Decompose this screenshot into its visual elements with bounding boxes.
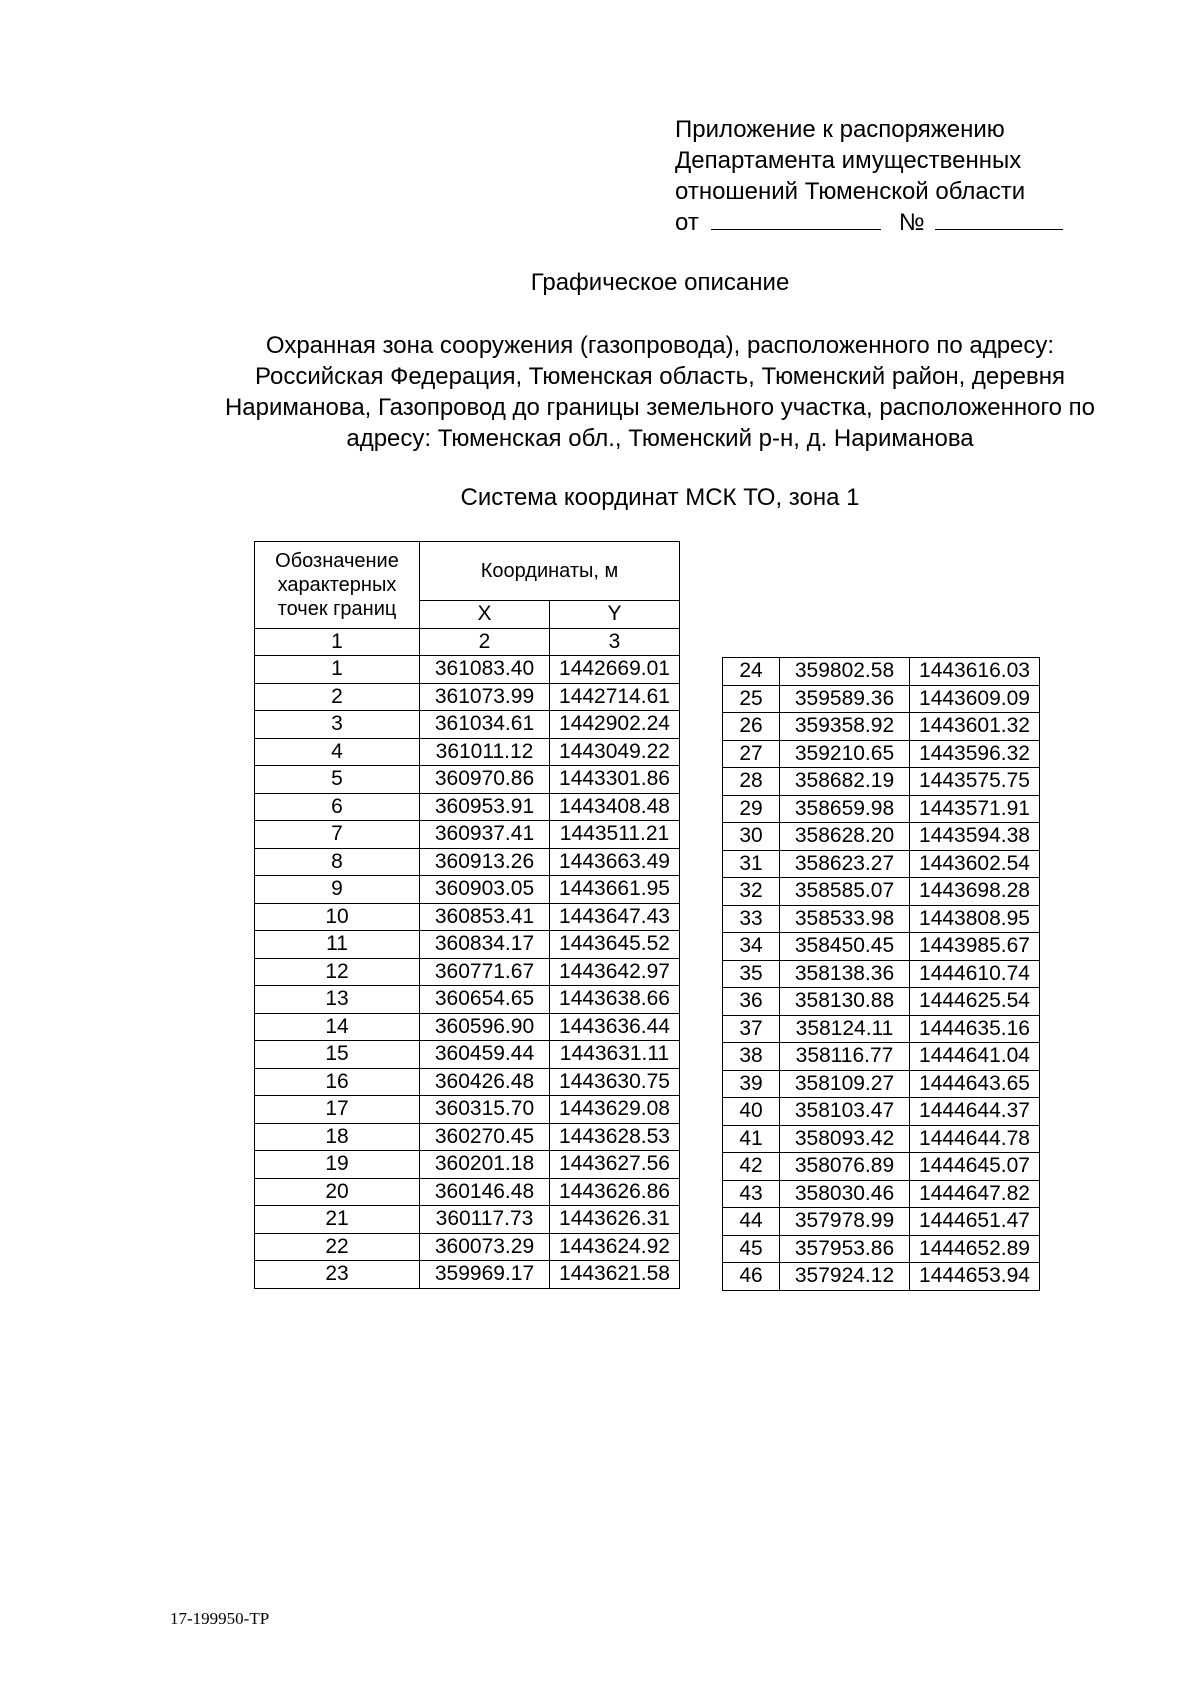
point-number-cell: 21 [255,1206,420,1234]
zone-description [170,330,1150,454]
x-coordinate-cell: 358682.19 [780,768,910,796]
table-row [723,960,1040,988]
header-point-label: Обозначение характерных точек границ [255,542,420,629]
appendix-header [675,114,1063,238]
point-number-cell: 43 [723,1180,780,1208]
point-number-cell: 32 [723,878,780,906]
point-number-cell: 16 [255,1068,420,1096]
point-number-cell: 35 [723,960,780,988]
table-row [723,1180,1040,1208]
footer-code: 17-199950-ТР [170,1609,270,1628]
x-coordinate-cell: 360117.73 [420,1206,550,1234]
table-row [723,823,1040,851]
table-row [723,795,1040,823]
document-title: Графическое описание [530,269,790,296]
point-number-cell: 33 [723,905,780,933]
y-coordinate-cell: 1443645.52 [550,931,680,959]
table-row [723,1070,1040,1098]
table-row [723,768,1040,796]
table-row [255,958,680,986]
x-coordinate-cell: 360953.91 [420,793,550,821]
y-coordinate-cell: 1443408.48 [550,793,680,821]
table-row [255,683,680,711]
x-coordinate-cell: 360596.90 [420,1013,550,1041]
point-number-cell: 36 [723,988,780,1016]
table-row [723,1015,1040,1043]
x-coordinate-cell: 360913.26 [420,848,550,876]
from-label: от [675,209,699,236]
appendix-line-1: Приложение к распоряжению [675,116,1005,143]
table-row [255,738,680,766]
x-coordinate-cell: 359589.36 [780,685,910,713]
point-number-cell: 29 [723,795,780,823]
table-row [255,1013,680,1041]
x-coordinate-cell: 358585.07 [780,878,910,906]
point-number-cell: 40 [723,1098,780,1126]
point-number-cell: 15 [255,1041,420,1069]
coordinates-table-right [722,657,1040,1291]
point-number-cell: 30 [723,823,780,851]
column-number-1: 1 [255,628,420,656]
x-coordinate-cell: 361073.99 [420,683,550,711]
table-row [255,766,680,794]
y-coordinate-cell: 1443626.86 [550,1178,680,1206]
table-row [723,713,1040,741]
y-coordinate-cell: 1443985.67 [910,933,1040,961]
table-row [723,740,1040,768]
y-coordinate-cell: 1442714.61 [550,683,680,711]
x-coordinate-cell: 360970.86 [420,766,550,794]
point-number-cell: 8 [255,848,420,876]
y-coordinate-cell: 1444651.47 [910,1208,1040,1236]
table-header-row [255,542,680,601]
point-number-cell: 13 [255,986,420,1014]
point-number-cell: 27 [723,740,780,768]
y-coordinate-cell: 1443571.91 [910,795,1040,823]
point-number-cell: 22 [255,1233,420,1261]
x-coordinate-cell: 360201.18 [420,1151,550,1179]
y-coordinate-cell: 1443626.31 [550,1206,680,1234]
point-number-cell: 42 [723,1153,780,1181]
coordinates-table-left [254,541,680,1289]
x-coordinate-cell: 360426.48 [420,1068,550,1096]
table-row [723,850,1040,878]
point-number-cell: 44 [723,1208,780,1236]
x-coordinate-cell: 359210.65 [780,740,910,768]
table-row [723,685,1040,713]
appendix-date-number-line [675,207,1063,238]
point-number-cell: 20 [255,1178,420,1206]
table-row [255,1206,680,1234]
appendix-line-2: Департамента имущественных [675,147,1022,174]
column-number-3: 3 [550,628,680,656]
table-row [255,848,680,876]
table-row [255,656,680,684]
table-row [723,988,1040,1016]
y-coordinate-cell: 1444647.82 [910,1180,1040,1208]
point-number-cell: 34 [723,933,780,961]
x-coordinate-cell: 360834.17 [420,931,550,959]
x-coordinate-cell: 360903.05 [420,876,550,904]
x-coordinate-cell: 361034.61 [420,711,550,739]
x-coordinate-cell: 360937.41 [420,821,550,849]
description-line-1: Охранная зона сооружения (газопровода), расположенного по адресу: [265,332,1055,359]
x-coordinate-cell: 358076.89 [780,1153,910,1181]
point-number-cell: 11 [255,931,420,959]
y-coordinate-cell: 1443596.32 [910,740,1040,768]
x-coordinate-cell: 360853.41 [420,903,550,931]
table-row [255,903,680,931]
y-coordinate-cell: 1443636.44 [550,1013,680,1041]
x-coordinate-cell: 358030.46 [780,1180,910,1208]
table-row [255,793,680,821]
point-number-cell: 6 [255,793,420,821]
point-number-cell: 7 [255,821,420,849]
table-row [723,1263,1040,1291]
coordinate-system-label: Система координат МСК ТО, зона 1 [460,484,860,511]
x-coordinate-cell: 358130.88 [780,988,910,1016]
y-coordinate-cell: 1444635.16 [910,1015,1040,1043]
point-number-cell: 24 [723,658,780,686]
x-coordinate-cell: 358628.20 [780,823,910,851]
x-coordinate-cell: 358623.27 [780,850,910,878]
y-coordinate-cell: 1444644.78 [910,1125,1040,1153]
point-number-cell: 14 [255,1013,420,1041]
x-coordinate-cell: 361083.40 [420,656,550,684]
point-number-cell: 45 [723,1235,780,1263]
y-coordinate-cell: 1444645.07 [910,1153,1040,1181]
header-y: Y [550,601,680,629]
x-coordinate-cell: 360270.45 [420,1123,550,1151]
y-coordinate-cell: 1443602.54 [910,850,1040,878]
y-coordinate-cell: 1443609.09 [910,685,1040,713]
y-coordinate-cell: 1443663.49 [550,848,680,876]
x-coordinate-cell: 358450.45 [780,933,910,961]
y-coordinate-cell: 1443616.03 [910,658,1040,686]
y-coordinate-cell: 1443629.08 [550,1096,680,1124]
y-coordinate-cell: 1443621.58 [550,1261,680,1289]
x-coordinate-cell: 358103.47 [780,1098,910,1126]
point-number-cell: 23 [255,1261,420,1289]
x-coordinate-cell: 360771.67 [420,958,550,986]
x-coordinate-cell: 359969.17 [420,1261,550,1289]
point-number-cell: 19 [255,1151,420,1179]
y-coordinate-cell: 1442902.24 [550,711,680,739]
point-number-cell: 38 [723,1043,780,1071]
x-coordinate-cell: 359358.92 [780,713,910,741]
table-row [723,905,1040,933]
y-coordinate-cell: 1443049.22 [550,738,680,766]
y-coordinate-cell: 1443647.43 [550,903,680,931]
table-row [723,658,1040,686]
x-coordinate-cell: 360315.70 [420,1096,550,1124]
x-coordinate-cell: 358124.11 [780,1015,910,1043]
y-coordinate-cell: 1444643.65 [910,1070,1040,1098]
x-coordinate-cell: 358138.36 [780,960,910,988]
table-row [255,1123,680,1151]
y-coordinate-cell: 1443594.38 [910,823,1040,851]
y-coordinate-cell: 1444610.74 [910,960,1040,988]
y-coordinate-cell: 1444652.89 [910,1235,1040,1263]
y-coordinate-cell: 1444644.37 [910,1098,1040,1126]
point-number-cell: 18 [255,1123,420,1151]
header-x: X [420,601,550,629]
x-coordinate-cell: 357953.86 [780,1235,910,1263]
point-number-cell: 25 [723,685,780,713]
point-number-cell: 1 [255,656,420,684]
table-row [255,986,680,1014]
y-coordinate-cell: 1443628.53 [550,1123,680,1151]
y-coordinate-cell: 1443808.95 [910,905,1040,933]
point-number-cell: 31 [723,850,780,878]
y-coordinate-cell: 1444653.94 [910,1263,1040,1291]
table-row [255,1261,680,1289]
appendix-line-3: отношений Тюменской области [675,178,1026,205]
y-coordinate-cell: 1443630.75 [550,1068,680,1096]
x-coordinate-cell: 360073.29 [420,1233,550,1261]
y-coordinate-cell: 1443601.32 [910,713,1040,741]
table-row [255,931,680,959]
point-number-cell: 28 [723,768,780,796]
table-row [723,1043,1040,1071]
description-line-4: адресу: Тюменская обл., Тюменский р-н, д. Нариманова [346,425,974,452]
point-number-cell: 46 [723,1263,780,1291]
y-coordinate-cell: 1443661.95 [550,876,680,904]
x-coordinate-cell: 359802.58 [780,658,910,686]
table-row [255,1041,680,1069]
y-coordinate-cell: 1442669.01 [550,656,680,684]
table-row [723,1153,1040,1181]
number-blank [935,209,1063,230]
table-row [255,821,680,849]
table-row [255,1096,680,1124]
x-coordinate-cell: 358109.27 [780,1070,910,1098]
x-coordinate-cell: 358093.42 [780,1125,910,1153]
point-number-cell: 10 [255,903,420,931]
x-coordinate-cell: 360146.48 [420,1178,550,1206]
x-coordinate-cell: 358659.98 [780,795,910,823]
y-coordinate-cell: 1443624.92 [550,1233,680,1261]
table-row [723,1125,1040,1153]
description-line-3: Нариманова, Газопровод до границы земельного участка, расположенного по [224,394,1096,421]
y-coordinate-cell: 1443575.75 [910,768,1040,796]
point-number-cell: 12 [255,958,420,986]
x-coordinate-cell: 358533.98 [780,905,910,933]
table-row [723,1208,1040,1236]
y-coordinate-cell: 1443638.66 [550,986,680,1014]
header-coords-label: Координаты, м [420,542,680,601]
column-number-row [255,628,680,656]
number-label: № [898,209,925,236]
x-coordinate-cell: 357978.99 [780,1208,910,1236]
table-row [723,933,1040,961]
y-coordinate-cell: 1443631.11 [550,1041,680,1069]
table-row [255,1178,680,1206]
column-number-2: 2 [420,628,550,656]
table-row [723,1098,1040,1126]
point-number-cell: 17 [255,1096,420,1124]
x-coordinate-cell: 357924.12 [780,1263,910,1291]
x-coordinate-cell: 358116.77 [780,1043,910,1071]
table-row [255,711,680,739]
table-row [255,1233,680,1261]
point-number-cell: 39 [723,1070,780,1098]
table-row [723,1235,1040,1263]
point-number-cell: 3 [255,711,420,739]
x-coordinate-cell: 360459.44 [420,1041,550,1069]
y-coordinate-cell: 1443698.28 [910,878,1040,906]
table-row [255,1068,680,1096]
y-coordinate-cell: 1443511.21 [550,821,680,849]
y-coordinate-cell: 1443642.97 [550,958,680,986]
y-coordinate-cell: 1443301.86 [550,766,680,794]
table-row [255,1151,680,1179]
date-blank [711,209,881,230]
point-number-cell: 26 [723,713,780,741]
y-coordinate-cell: 1444625.54 [910,988,1040,1016]
y-coordinate-cell: 1443627.56 [550,1151,680,1179]
table-row [723,878,1040,906]
x-coordinate-cell: 361011.12 [420,738,550,766]
x-coordinate-cell: 360654.65 [420,986,550,1014]
point-number-cell: 2 [255,683,420,711]
y-coordinate-cell: 1444641.04 [910,1043,1040,1071]
point-number-cell: 37 [723,1015,780,1043]
point-number-cell: 5 [255,766,420,794]
point-number-cell: 41 [723,1125,780,1153]
table-row [255,876,680,904]
description-line-2: Российская Федерация, Тюменская область, Тюменский район, деревня [255,363,1065,390]
point-number-cell: 9 [255,876,420,904]
point-number-cell: 4 [255,738,420,766]
